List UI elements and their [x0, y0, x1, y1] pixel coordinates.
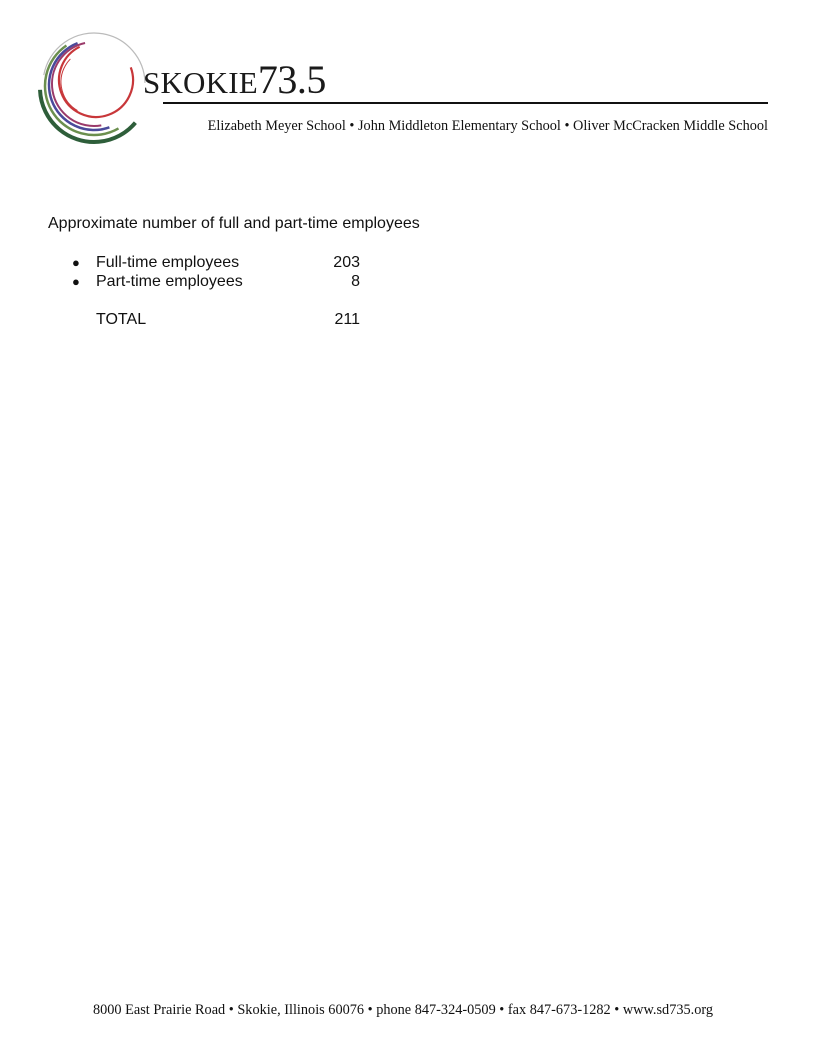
employee-list — [48, 253, 768, 291]
brand-name — [143, 56, 326, 103]
list-item — [48, 253, 768, 272]
letterhead — [0, 0, 816, 160]
main-content — [48, 214, 768, 329]
brand-number: 73.5 — [257, 57, 326, 102]
total-value: 211 — [334, 311, 360, 328]
row-value: 8 — [351, 273, 360, 290]
total-row — [48, 310, 768, 329]
brand-word: SKOKIE — [143, 65, 258, 100]
schools-line: Elizabeth Meyer School • John Middleton Elementary School • Oliver McCracken Middle School — [207, 118, 768, 134]
row-value: 203 — [333, 254, 360, 271]
header-rule — [163, 102, 768, 104]
footer-address: 8000 East Prairie Road • Skokie, Illinois 60076 • phone 847-324-0509 • fax 847-673-1282 • www.sd735.org — [92, 1002, 714, 1018]
row-label: Full-time employees — [96, 254, 240, 271]
page-heading: Approximate number of full and part-time employees — [48, 215, 420, 232]
bullet-dot-icon: ● — [72, 255, 80, 270]
concentric-rings-logo-icon — [36, 28, 156, 148]
total-label: TOTAL — [96, 311, 147, 328]
bullet-dot-icon: ● — [72, 274, 80, 289]
row-label: Part-time employees — [96, 273, 243, 290]
list-item — [48, 272, 768, 291]
